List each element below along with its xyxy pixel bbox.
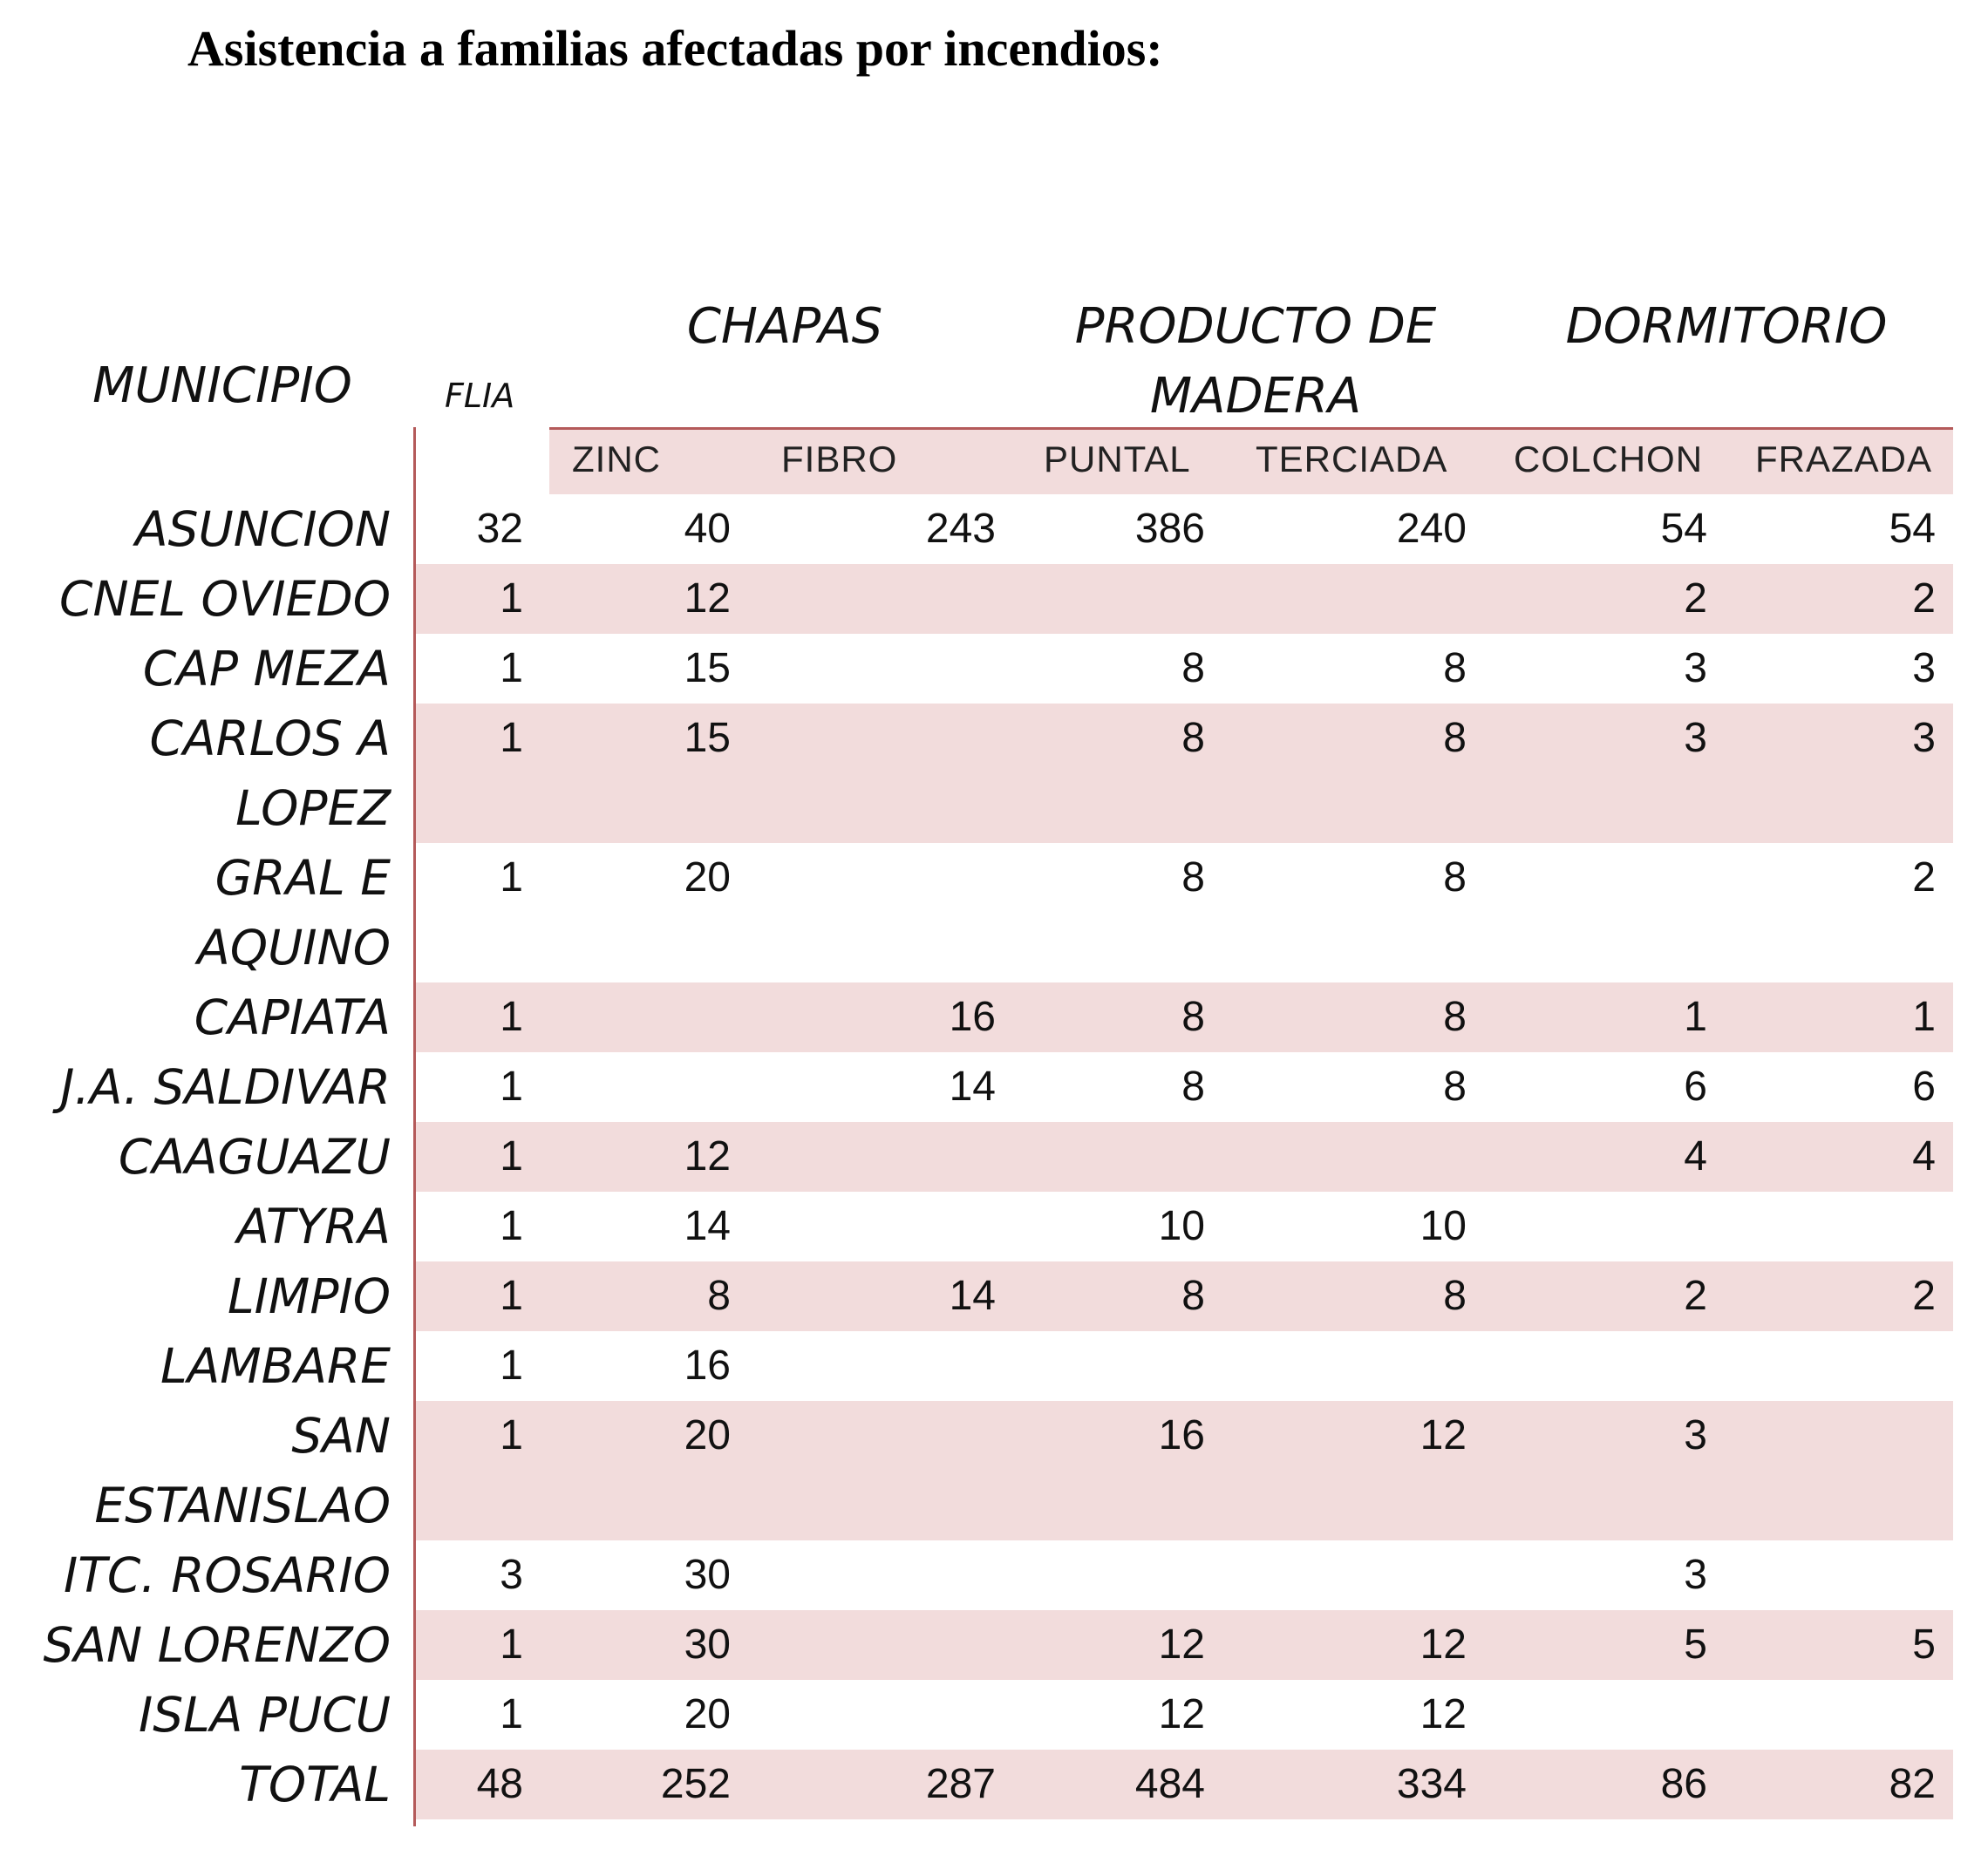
municipio-line: CARLOS A [149, 710, 391, 766]
cell-zinc: 15 [684, 645, 731, 691]
cell-frazada: 1 [1912, 994, 1936, 1040]
cell-frazada: 5 [1912, 1621, 1936, 1668]
municipio-line: CAAGUAZU [118, 1129, 391, 1185]
cell-colchon: 1 [1684, 994, 1707, 1040]
cell-zinc: 12 [684, 575, 731, 622]
header-chapas: CHAPAS [686, 298, 883, 355]
table-row [0, 494, 1988, 564]
header-zinc: ZINC [572, 439, 661, 479]
cell-flia: 1 [500, 1343, 523, 1389]
header-municipio: MUNICIPIO [92, 357, 352, 414]
header-puntal: PUNTAL [1044, 439, 1191, 479]
municipio-cell [7, 1750, 391, 1819]
cell-colchon: 3 [1684, 645, 1707, 691]
municipio-cell [7, 1680, 391, 1750]
header-flia: FLIA [445, 377, 515, 415]
cell-frazada: 3 [1912, 645, 1936, 691]
cell-puntal: 8 [1181, 854, 1205, 901]
municipio-cell [7, 1331, 391, 1401]
table-row [0, 1261, 1988, 1331]
cell-colchon: 6 [1684, 1064, 1707, 1110]
municipio-cell [7, 843, 391, 982]
cell-colchon: 86 [1660, 1761, 1707, 1807]
cell-fibro: 287 [925, 1761, 996, 1807]
municipio-line: SAN LORENZO [43, 1617, 391, 1673]
cell-puntal: 484 [1134, 1761, 1205, 1807]
cell-terciada: 8 [1443, 715, 1467, 761]
cell-terciada: 8 [1443, 1273, 1467, 1319]
cell-colchon: 5 [1684, 1621, 1707, 1668]
cell-flia: 1 [500, 575, 523, 622]
cell-puntal: 8 [1181, 715, 1205, 761]
cell-terciada: 12 [1420, 1691, 1467, 1737]
cell-colchon: 2 [1684, 1273, 1707, 1319]
cell-puntal: 8 [1181, 994, 1205, 1040]
cell-terciada: 12 [1420, 1412, 1467, 1458]
cell-zinc: 20 [684, 1691, 731, 1737]
table-row [0, 1540, 1988, 1610]
header-colchon: COLCHON [1514, 439, 1704, 479]
cell-zinc: 40 [684, 506, 731, 552]
municipio-line: J.A. SALDIVAR [60, 1059, 391, 1115]
table-row [0, 1610, 1988, 1680]
cell-zinc: 14 [684, 1203, 731, 1249]
municipio-line: LIMPIO [228, 1268, 391, 1324]
municipio-line: ESTANISLAO [94, 1478, 391, 1533]
cell-puntal: 386 [1134, 506, 1205, 552]
cell-colchon: 3 [1684, 1552, 1707, 1598]
cell-terciada: 8 [1443, 854, 1467, 901]
municipio-line: CAPIATA [194, 989, 391, 1045]
cell-flia: 3 [500, 1552, 523, 1598]
cell-colchon: 54 [1660, 506, 1707, 552]
cell-colchon: 2 [1684, 575, 1707, 622]
municipio-cell [7, 1261, 391, 1331]
cell-puntal: 8 [1181, 645, 1205, 691]
municipio-line: ITC. ROSARIO [64, 1547, 391, 1603]
table-row [0, 1750, 1988, 1819]
cell-frazada: 6 [1912, 1064, 1936, 1110]
table-row [0, 982, 1988, 1052]
table-row [0, 1052, 1988, 1122]
row-band [416, 564, 1953, 634]
cell-fibro: 243 [925, 506, 996, 552]
table-row [0, 1122, 1988, 1192]
municipio-line: LOPEZ [235, 780, 391, 836]
municipio-cell [7, 1401, 391, 1540]
municipio-line: ISLA PUCU [139, 1687, 391, 1743]
municipio-line: ASUNCION [135, 501, 391, 557]
cell-zinc: 12 [684, 1133, 731, 1180]
cell-frazada: 82 [1889, 1761, 1936, 1807]
cell-fibro: 14 [949, 1273, 996, 1319]
cell-frazada: 4 [1912, 1133, 1936, 1180]
cell-terciada: 240 [1396, 506, 1467, 552]
cell-terciada: 8 [1443, 1064, 1467, 1110]
cell-puntal: 12 [1158, 1691, 1205, 1737]
cell-flia: 1 [500, 1691, 523, 1737]
table-row [0, 843, 1988, 982]
cell-zinc: 8 [707, 1273, 731, 1319]
cell-flia: 1 [500, 1621, 523, 1668]
cell-zinc: 16 [684, 1343, 731, 1389]
municipio-cell [7, 1610, 391, 1680]
table-row [0, 1331, 1988, 1401]
cell-flia: 1 [500, 994, 523, 1040]
municipio-cell [7, 1192, 391, 1261]
cell-puntal: 16 [1158, 1412, 1205, 1458]
table-row [0, 634, 1988, 704]
header-frazada: FRAZADA [1755, 439, 1933, 479]
cell-puntal: 8 [1181, 1064, 1205, 1110]
header-terciada: TERCIADA [1256, 439, 1448, 479]
cell-zinc: 20 [684, 1412, 731, 1458]
cell-flia: 1 [500, 1203, 523, 1249]
table-body [0, 494, 1988, 1819]
cell-frazada: 2 [1912, 854, 1936, 901]
cell-zinc: 30 [684, 1552, 731, 1598]
municipio-line: CAP MEZA [142, 641, 391, 697]
cell-flia: 32 [476, 506, 523, 552]
municipio-line: ATYRA [236, 1199, 391, 1254]
cell-puntal: 10 [1158, 1203, 1205, 1249]
cell-colchon: 3 [1684, 1412, 1707, 1458]
municipio-cell [7, 494, 391, 564]
cell-frazada: 3 [1912, 715, 1936, 761]
municipio-line: CNEL OVIEDO [59, 571, 391, 627]
cell-frazada: 2 [1912, 1273, 1936, 1319]
cell-fibro: 16 [949, 994, 996, 1040]
cell-frazada: 54 [1889, 506, 1936, 552]
cell-terciada: 8 [1443, 994, 1467, 1040]
subheader-band [549, 430, 1953, 494]
page-title: Asistencia a familias afectadas por incendios: [187, 20, 1163, 77]
cell-flia: 1 [500, 1412, 523, 1458]
cell-flia: 1 [500, 645, 523, 691]
municipio-cell [7, 1122, 391, 1192]
row-band [416, 1331, 1953, 1401]
cell-flia: 1 [500, 1273, 523, 1319]
header-fibro: FIBRO [781, 439, 898, 479]
cell-terciada: 12 [1420, 1621, 1467, 1668]
cell-flia: 48 [476, 1761, 523, 1807]
cell-flia: 1 [500, 854, 523, 901]
cell-flia: 1 [500, 715, 523, 761]
municipio-cell [7, 982, 391, 1052]
cell-colchon: 4 [1684, 1133, 1707, 1180]
table-row [0, 1401, 1988, 1540]
header-producto-line1: PRODUCTO DE [1074, 298, 1437, 355]
cell-terciada: 8 [1443, 645, 1467, 691]
cell-zinc: 15 [684, 715, 731, 761]
header-producto-line2: MADERA [1149, 368, 1362, 425]
municipio-line: AQUINO [197, 920, 391, 976]
municipio-line: SAN [291, 1408, 391, 1464]
row-band [416, 1122, 1953, 1192]
municipio-line: GRAL E [214, 850, 391, 906]
cell-flia: 1 [500, 1133, 523, 1180]
municipio-cell [7, 704, 391, 843]
cell-puntal: 12 [1158, 1621, 1205, 1668]
cell-zinc: 252 [660, 1761, 731, 1807]
table-row [0, 564, 1988, 634]
cell-frazada: 2 [1912, 575, 1936, 622]
cell-fibro: 14 [949, 1064, 996, 1110]
cell-puntal: 8 [1181, 1273, 1205, 1319]
cell-terciada: 10 [1420, 1203, 1467, 1249]
municipio-line: LAMBARE [160, 1338, 391, 1394]
cell-flia: 1 [500, 1064, 523, 1110]
table-row [0, 1680, 1988, 1750]
header-producto-de-madera [1029, 292, 1482, 432]
cell-colchon: 3 [1684, 715, 1707, 761]
municipio-line: TOTAL [239, 1757, 391, 1812]
cell-zinc: 20 [684, 854, 731, 901]
municipio-cell [7, 634, 391, 704]
cell-terciada: 334 [1396, 1761, 1467, 1807]
cell-zinc: 30 [684, 1621, 731, 1668]
table-row [0, 1192, 1988, 1261]
municipio-cell [7, 564, 391, 634]
municipio-cell [7, 1540, 391, 1610]
table-row [0, 704, 1988, 843]
row-band [416, 1540, 1953, 1610]
header-dormitorio: DORMITORIO [1565, 298, 1888, 355]
municipio-cell [7, 1052, 391, 1122]
